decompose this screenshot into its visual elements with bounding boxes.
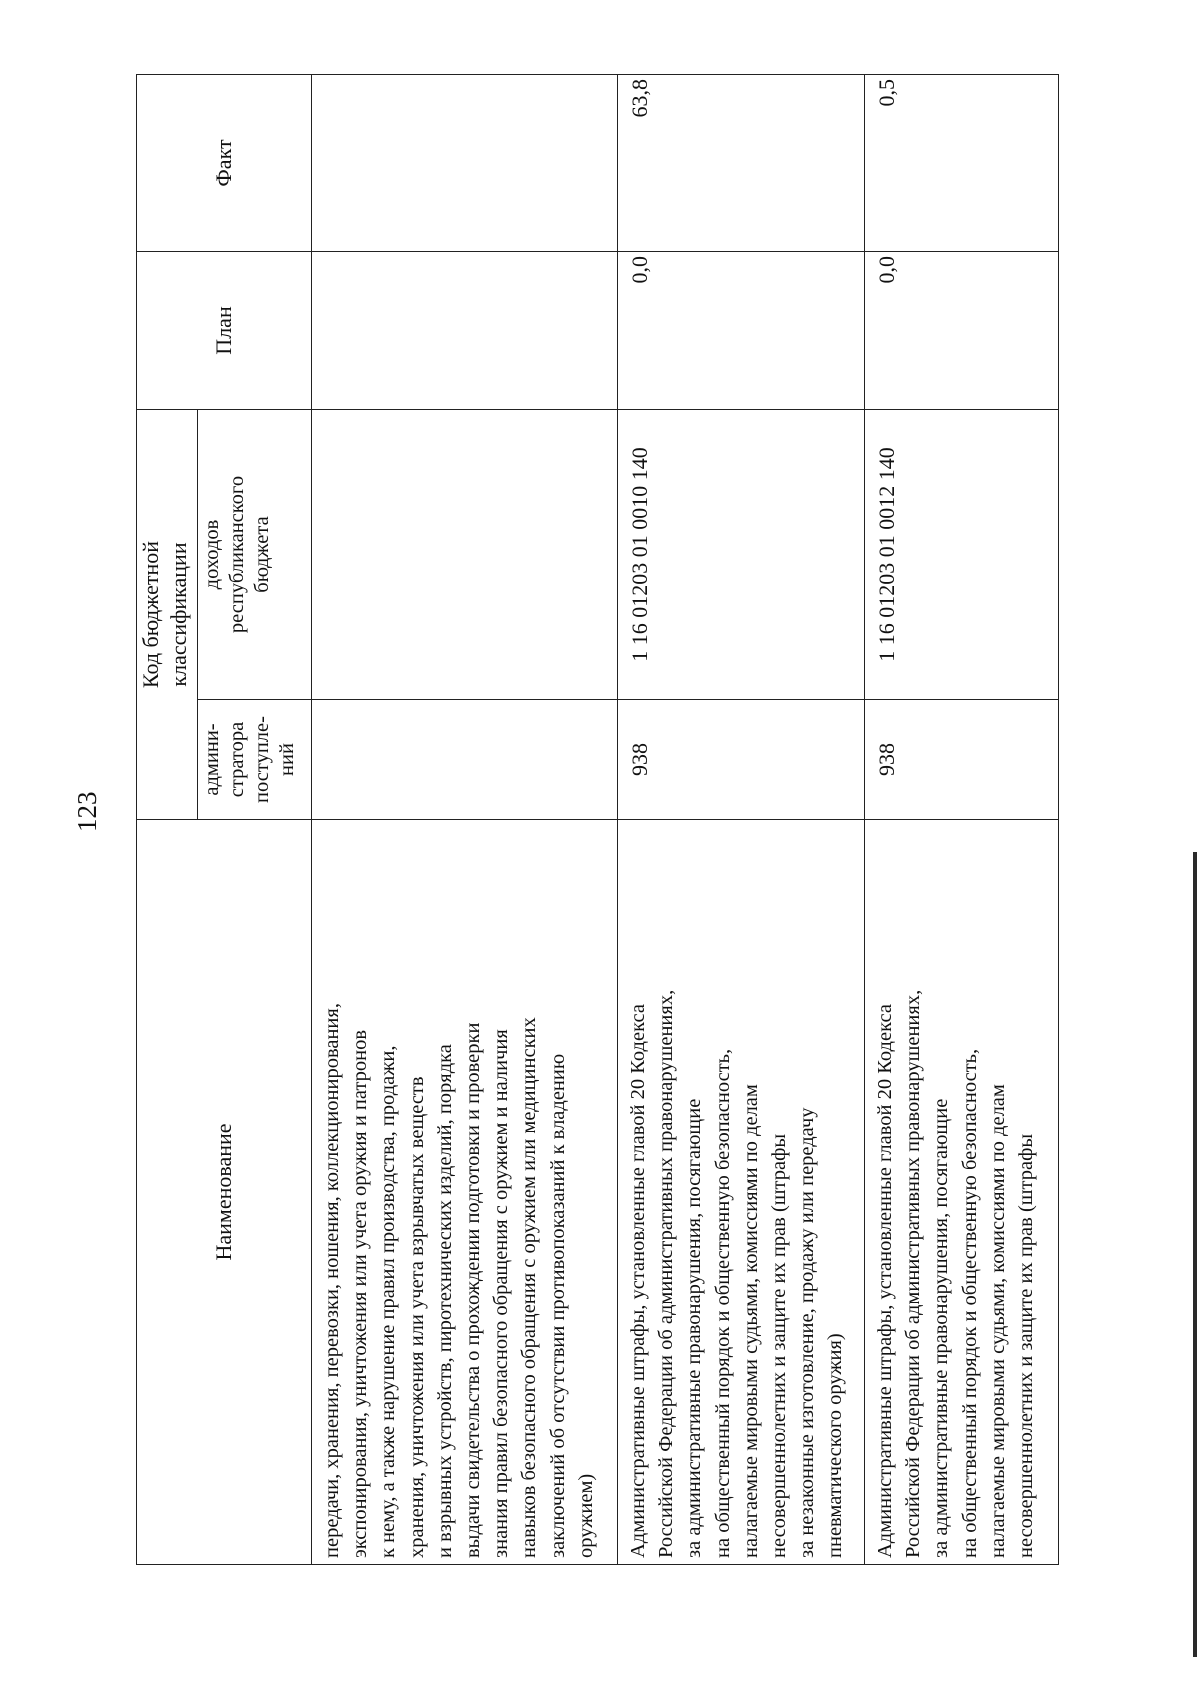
header-row-1	[137, 74, 198, 1564]
row-name: Административные штрафы, установленные главой 20 Кодекса Российской Федерации об административных правонарушениях, за административные правонарушения, посягающие на общественный порядок и общественную безопасность, налагаемые мировыми судьями, комиссиями по делам несовершеннолетних и защите их прав (штрафы за незаконные изготовление, продажу или передачу пневматического оружия)	[618, 820, 865, 1565]
row-fact: 0,5	[865, 74, 1059, 251]
header-kod: Код бюджетной классификации	[137, 409, 198, 819]
budget-table	[136, 74, 1059, 1565]
header-admin: админи- стратора поступле- ний	[198, 700, 312, 820]
table-row	[312, 74, 618, 1564]
row-income-code	[312, 409, 618, 699]
row-admin-code: 938	[618, 700, 865, 820]
table-container	[136, 75, 1053, 1565]
header-fact: Факт	[137, 74, 312, 251]
header-income: доходов республиканского бюджета	[198, 409, 312, 699]
table-row	[618, 74, 865, 1564]
row-fact: 63,8	[618, 74, 865, 251]
row-plan: 0,0	[618, 251, 865, 409]
header-name: Наименование	[137, 820, 312, 1565]
page-number: 123	[72, 791, 102, 833]
row-name: передачи, хранения, перевозки, ношения, коллекционирования, экспонирования, уничтожения или учета оружия и патронов к нему, а также нарушение правил производства, продажи, хранения, уничтожения или учета взрывчатых веществ и взрывных устройств, пиротехнических изделий, порядка выдачи свидетельства о прохождении подготовки и проверки знания правил безопасного обращения с оружием и наличия навыков безопасного обращения с оружием или медицинских заключений об отсутствии противопоказаний к владению оружием)	[312, 820, 618, 1565]
row-plan: 0,0	[865, 251, 1059, 409]
header-plan: План	[137, 251, 312, 409]
row-admin-code: 938	[865, 700, 1059, 820]
row-income-code: 1 16 01203 01 0012 140	[865, 409, 1059, 699]
row-name: Административные штрафы, установленные главой 20 Кодекса Российской Федерации об административных правонарушениях, за административные правонарушения, посягающие на общественный порядок и общественную безопасность, налагаемые мировыми судьями, комиссиями по делам несовершеннолетних и защите их прав (штрафы	[865, 820, 1059, 1565]
row-plan	[312, 251, 618, 409]
scan-edge-line	[1193, 852, 1197, 1657]
row-income-code: 1 16 01203 01 0010 140	[618, 409, 865, 699]
table-row	[865, 74, 1059, 1564]
row-admin-code	[312, 700, 618, 820]
rotated-table	[136, 75, 1053, 1565]
row-fact	[312, 74, 618, 251]
